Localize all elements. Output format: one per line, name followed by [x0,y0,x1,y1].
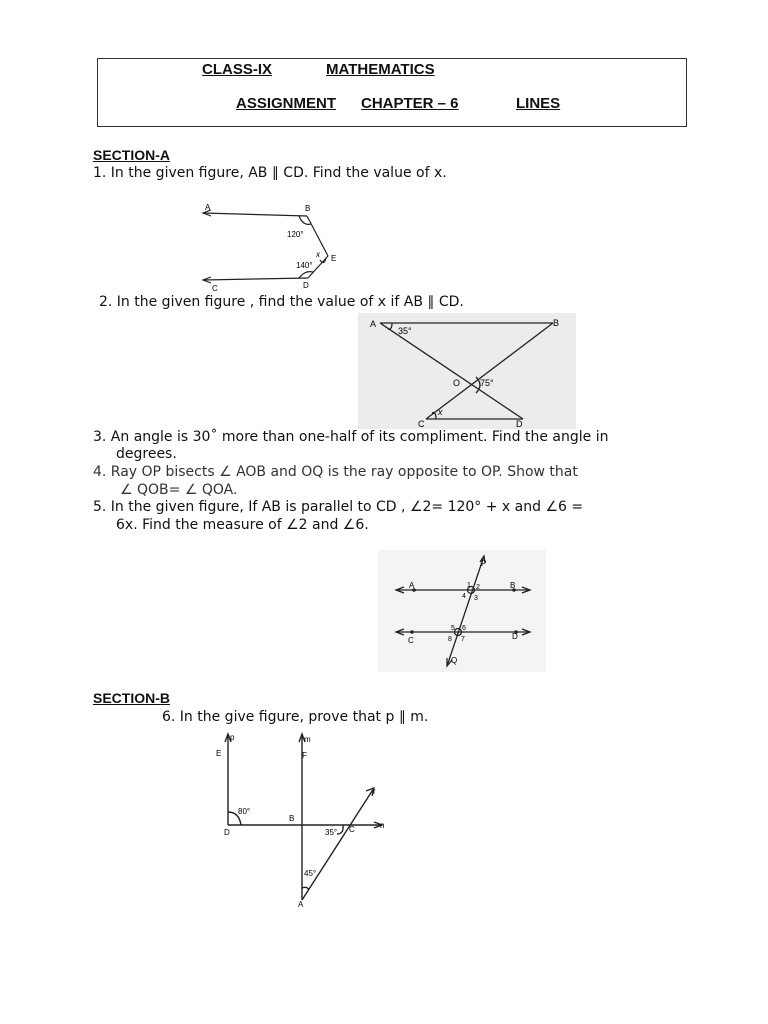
class-label: CLASS-IX [202,61,273,78]
fig1-angle-120: 120° [287,230,304,239]
figure-4 [192,728,392,908]
fig3-angle-7: 7 [461,636,465,643]
fig3-angle-5: 5 [451,625,455,632]
fig4-label-b: B [289,814,295,823]
fig2-label-d: D [516,419,523,429]
fig1-label-e: E [331,254,337,263]
question-3-line-1: 3. An angle is 30˚ more than one-half of its compliment. Find the angle in [93,429,609,445]
chapter-label: CHAPTER – 6 [361,95,459,112]
figure-2 [358,313,576,429]
fig3-angle-2: 2 [476,584,480,591]
question-3-line-2: degrees. [116,446,177,462]
assignment-label: ASSIGNMENT [236,95,337,112]
fig3-angle-3: 3 [474,595,478,602]
fig3-label-d: D [512,632,518,641]
fig2-label-a: A [370,319,377,329]
fig2-label-c: C [418,419,425,429]
fig4-label-e: E [216,749,222,758]
figure-3 [378,550,546,672]
fig2-label-o: O [453,378,461,388]
fig1-angle-140: 140° [296,261,313,270]
fig3-label-b: B [510,581,516,590]
fig4-label-n: n [380,821,385,830]
subject-label: MATHEMATICS [326,61,435,78]
fig3-label-a: A [409,581,415,590]
fig1-label-a: A [205,203,211,212]
fig2-label-b: B [553,318,560,328]
fig4-label-m: m [304,735,311,744]
fig4-angle-45: 45° [304,869,317,878]
fig2-angle-35: 35° [398,326,412,336]
question-4-line-2: ∠ QOB= ∠ QOA. [120,482,238,498]
fig4-label-f: F [302,751,307,760]
question-5-line-2: 6x. Find the measure of ∠2 and ∠6. [116,517,369,533]
fig3-angle-8: 8 [448,636,452,643]
fig4-label-a: A [298,900,304,909]
question-2: 2. In the given figure , find the value of x if AB ∥ CD. [99,294,464,310]
question-4-line-1: 4. Ray OP bisects ∠ AOB and OQ is the ray opposite to OP. Show that [93,464,578,480]
fig4-label-r: r [373,787,376,796]
question-1: 1. In the given figure, AB ∥ CD. Find the value of x. [93,165,447,181]
fig3-label-c: C [408,636,414,645]
section-b-title: SECTION-B [93,690,170,706]
fig1-label-b: B [305,204,311,213]
figure-1 [195,200,345,295]
fig4-angle-80: 80° [238,807,251,816]
fig4-label-p: p [230,733,235,742]
question-6: 6. In the give figure, prove that p ∥ m. [162,709,429,725]
fig3-angle-4: 4 [462,593,466,600]
fig3-label-q: Q [451,656,458,665]
question-5-line-1: 5. In the given figure, If AB is parallel to CD , ∠2= 120° + x and ∠6 = [93,499,584,515]
fig1-label-d: D [303,281,309,290]
fig2-label-x: x [438,407,443,417]
fig3-angle-6: 6 [462,625,466,632]
fig4-label-d: D [224,828,230,837]
fig3-angle-1: 1 [467,582,471,589]
fig4-angle-35: 35° [325,828,338,837]
fig3-label-p: P [481,559,487,568]
fig1-label-c: C [212,284,218,293]
fig4-label-c: C [349,825,355,834]
fig1-label-x: x [316,250,320,259]
topic-label: LINES [516,95,561,112]
fig2-angle-75: 75° [480,378,494,388]
section-a-title: SECTION-A [93,147,170,163]
